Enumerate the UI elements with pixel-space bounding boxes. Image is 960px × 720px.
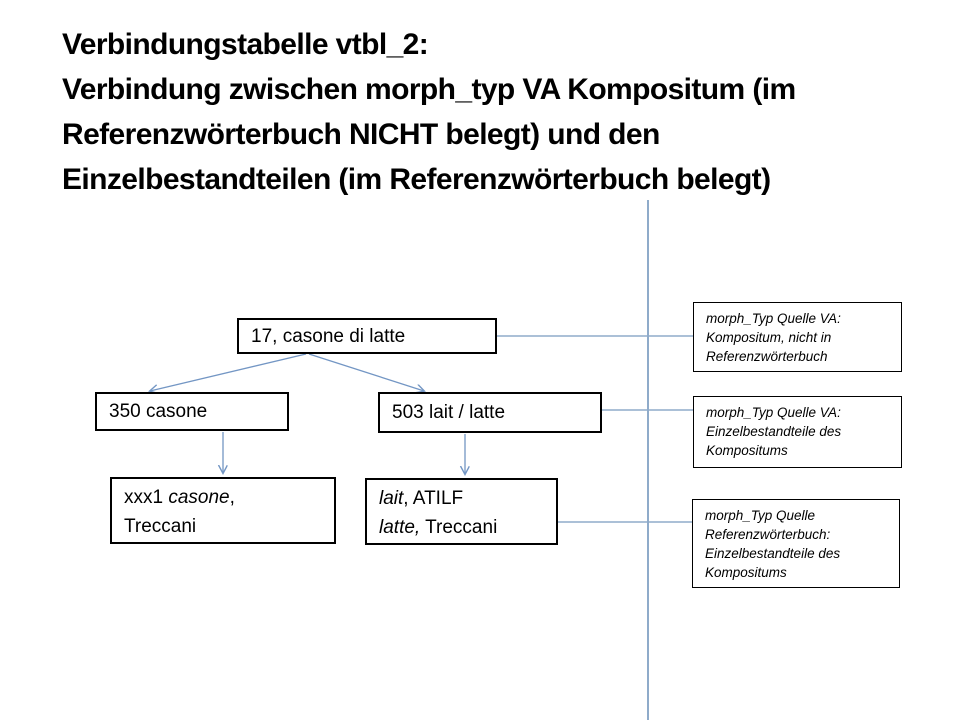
node-source-2-line-2: latte, Treccani	[379, 517, 498, 538]
note-3-line-4: Kompositums	[705, 565, 787, 580]
note-morph-typ-quelle-va-kompositum	[693, 302, 902, 372]
note-1-line-3: Referenzwörterbuch	[706, 349, 828, 364]
slide-title	[62, 22, 912, 202]
title-line-4: Einzelbestandteilen (im Referenzwörterbuch belegt)	[62, 163, 771, 196]
note-morph-typ-quelle-va-einzelbestandteile	[693, 396, 902, 468]
node-source-xxx1-casone-treccani	[110, 477, 336, 544]
note-3-line-2: Referenzwörterbuch:	[705, 527, 831, 542]
node-source-1-line-2: Treccani	[124, 516, 197, 537]
node-component-2-label: 503 lait / latte	[392, 402, 506, 423]
note-2-line-1: morph_Typ Quelle VA:	[706, 405, 841, 420]
note-morph-typ-quelle-referenzwoerterbuch	[692, 499, 900, 588]
node-compound-label: 17, casone di latte	[251, 325, 406, 347]
node-component-1-label: 350 casone	[109, 401, 208, 422]
note-3-line-1: morph_Typ Quelle	[705, 508, 816, 523]
title-line-1: Verbindungstabelle vtbl_2:	[62, 28, 429, 61]
note-3-line-3: Einzelbestandteile des	[705, 546, 841, 561]
note-1-line-1: morph_Typ Quelle VA:	[706, 311, 841, 326]
note-2-line-2: Einzelbestandteile des	[706, 424, 842, 439]
title-line-3: Referenzwörterbuch NICHT belegt) und den	[62, 118, 660, 151]
node-component-503-lait-latte	[378, 392, 602, 433]
node-source-lait-atilf-latte-treccani	[365, 478, 558, 545]
node-source-2-line-1: lait, ATILF	[379, 488, 464, 509]
note-2-line-3: Kompositums	[706, 443, 788, 458]
node-component-350-casone	[95, 392, 289, 431]
node-source-1-line-1: xxx1 casone,	[124, 487, 235, 508]
arrow-compound-to-component2	[309, 354, 424, 391]
note-1-line-2: Kompositum, nicht in	[706, 330, 832, 345]
arrow-compound-to-component1	[150, 354, 306, 391]
title-line-2: Verbindung zwischen morph_typ VA Kompositum (im	[62, 73, 796, 106]
node-compound-17-casone-di-latte	[237, 318, 497, 354]
